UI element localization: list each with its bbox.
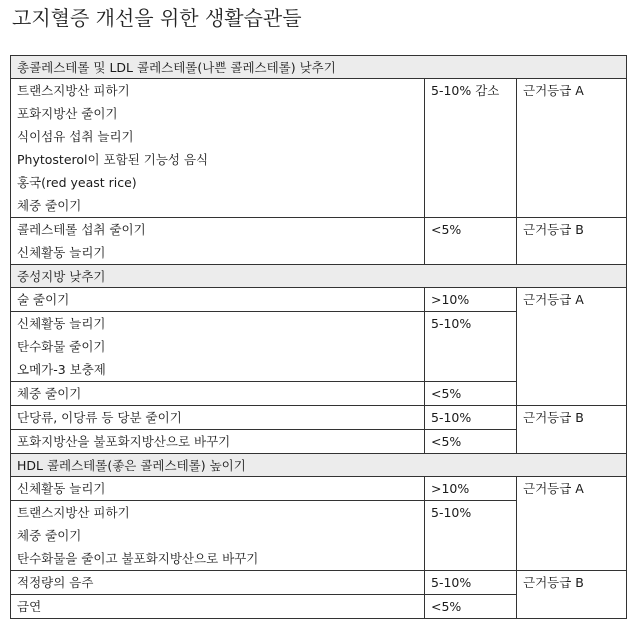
item: 신체활동 늘리기: [17, 245, 106, 260]
table-row: [11, 571, 627, 595]
effect-cell: <5%: [425, 218, 517, 265]
item: 탄수화물 줄이기: [17, 339, 106, 354]
item: 단당류, 이당류 등 당분 줄이기: [17, 410, 182, 425]
page-title: 고지혈증 개선을 위한 생활습관들: [12, 6, 302, 30]
effect-cell: <5%: [425, 382, 517, 406]
effect-cell: 5-10%: [425, 571, 517, 595]
grade-cell: 근거등급 A: [517, 79, 627, 218]
grade-cell: 근거등급 A: [517, 477, 627, 571]
item: 홍국(red yeast rice): [17, 175, 137, 190]
table-row: [11, 79, 627, 218]
section-header-row: [11, 265, 627, 288]
item: 체중 줄이기: [17, 198, 82, 213]
effect-cell: 5-10% 감소: [425, 79, 517, 218]
items-cell: [11, 501, 425, 571]
items-cell: [11, 79, 425, 218]
items-cell: [11, 382, 425, 406]
item: 탄수화물을 줄이고 불포화지방산으로 바꾸기: [17, 551, 259, 566]
item: 금연: [17, 599, 42, 614]
item: 체중 줄이기: [17, 528, 82, 543]
grade-cell: 근거등급 B: [517, 406, 627, 454]
item: 오메가-3 보충제: [17, 362, 106, 377]
grade-cell: 근거등급 B: [517, 218, 627, 265]
effect-cell: 5-10%: [425, 501, 517, 571]
item: 적정량의 음주: [17, 575, 94, 590]
item: 트랜스지방산 피하기: [17, 83, 130, 98]
section-header: 총콜레스테롤 및 LDL 콜레스테롤(나쁜 콜레스테롤) 낮추기: [11, 56, 627, 79]
item: 포화지방산 줄이기: [17, 106, 118, 121]
items-cell: [11, 571, 425, 595]
items-cell: [11, 312, 425, 382]
items-cell: [11, 406, 425, 430]
effect-cell: 5-10%: [425, 312, 517, 382]
effect-cell: <5%: [425, 430, 517, 454]
section-header: HDL 콜레스테롤(좋은 콜레스테롤) 높이기: [11, 454, 627, 477]
table-row: [11, 477, 627, 501]
item: 트랜스지방산 피하기: [17, 505, 130, 520]
table-row: [11, 406, 627, 430]
section-header-row: [11, 56, 627, 79]
effect-cell: <5%: [425, 595, 517, 619]
item: Phytosterol이 포함된 기능성 음식: [17, 152, 209, 167]
grade-cell: 근거등급 A: [517, 288, 627, 406]
effect-cell: >10%: [425, 288, 517, 312]
item: 신체활동 늘리기: [17, 316, 106, 331]
table-row: [11, 218, 627, 265]
items-cell: [11, 477, 425, 501]
item: 신체활동 늘리기: [17, 481, 106, 496]
section-header: 중성지방 낮추기: [11, 265, 627, 288]
items-cell: [11, 430, 425, 454]
item: 콜레스테롤 섭취 줄이기: [17, 222, 146, 237]
effect-cell: >10%: [425, 477, 517, 501]
items-cell: [11, 288, 425, 312]
items-cell: [11, 218, 425, 265]
section-header-row: [11, 454, 627, 477]
item: 식이섬유 섭취 늘리기: [17, 129, 134, 144]
lifestyle-table: [10, 55, 627, 619]
item: 술 줄이기: [17, 292, 70, 307]
effect-cell: 5-10%: [425, 406, 517, 430]
item: 체중 줄이기: [17, 386, 82, 401]
item: 포화지방산을 불포화지방산으로 바꾸기: [17, 434, 231, 449]
grade-cell: 근거등급 B: [517, 571, 627, 619]
items-cell: [11, 595, 425, 619]
table-row: [11, 288, 627, 312]
